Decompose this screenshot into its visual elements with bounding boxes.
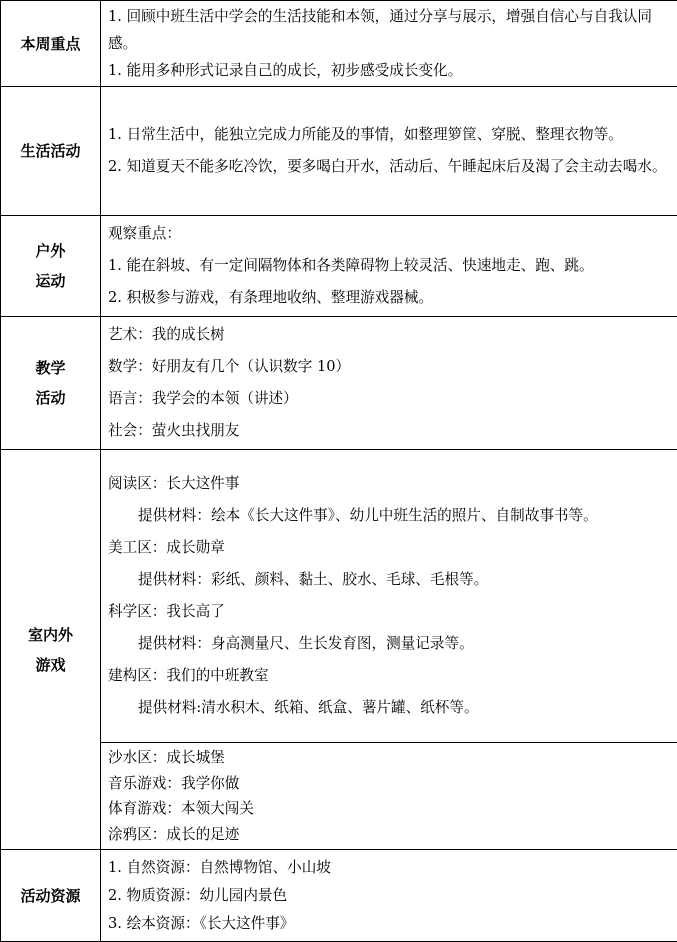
resources-content xyxy=(101,850,677,942)
teaching-activity-label-line1: 教学 xyxy=(1,353,100,383)
teaching-activity-label xyxy=(1,317,101,450)
teaching-activity-label-line2: 活动 xyxy=(1,383,100,413)
weekly-focus-content xyxy=(101,1,677,87)
outdoor-sport-label-line1: 户外 xyxy=(1,236,100,266)
weekly-focus-line: 1. 能用多种形式记录自己的成长，初步感受成长变化。 xyxy=(108,57,671,84)
weekly-focus-line: 1. 回顾中班生活中学会的生活技能和本领，通过分享与展示，增强自信心与自我认同感。 xyxy=(108,3,671,57)
resources-line: 3. 绘本资源：《长大这件事》 xyxy=(108,910,671,938)
resources-label: 活动资源 xyxy=(1,850,101,942)
row-games-other xyxy=(1,743,677,850)
row-outdoor-sport xyxy=(1,216,677,317)
row-resources xyxy=(1,850,677,942)
game-other-line: 音乐游戏：我学你做 xyxy=(108,771,671,797)
games-label-line2: 游戏 xyxy=(1,650,100,680)
game-other-line: 沙水区：成长城堡 xyxy=(108,745,671,771)
outdoor-sport-line: 2. 积极参与游戏，有条理地收纳、整理游戏器械。 xyxy=(108,282,671,314)
resources-line: 1. 自然资源：自然博物馆、小山坡 xyxy=(108,854,671,882)
life-activity-content xyxy=(101,87,677,216)
games-label xyxy=(1,450,101,850)
row-weekly-focus xyxy=(1,1,677,87)
row-life-activity xyxy=(1,87,677,216)
teaching-activity-content xyxy=(101,317,677,450)
life-activity-line: 2. 知道夏天不能多吃冷饮，要多喝白开水，活动后、午睡起床后及渴了会主动去喝水。 xyxy=(108,151,671,183)
row-teaching-activity xyxy=(1,317,677,450)
outdoor-sport-label-line2: 运动 xyxy=(1,266,100,296)
life-activity-line: 1. 日常生活中，能独立完成力所能及的事情，如整理箩筐、穿脱、整理衣物等。 xyxy=(108,119,671,151)
game-area-material: 提供材料：彩纸、颜料、黏土、胶水、毛球、毛根等。 xyxy=(108,564,671,596)
game-area-material: 提供材料：绘本《长大这件事》、幼儿中班生活的照片、自制故事书等。 xyxy=(108,500,671,532)
games-label-line1: 室内外 xyxy=(1,620,100,650)
game-area-title: 阅读区：长大这件事 xyxy=(108,468,671,500)
games-areas-content xyxy=(101,450,677,743)
teaching-activity-line: 社会：萤火虫找朋友 xyxy=(108,415,671,447)
teaching-activity-line: 艺术：我的成长树 xyxy=(108,319,671,351)
life-activity-label: 生活活动 xyxy=(1,87,101,216)
game-other-line: 体育游戏：本领大闯关 xyxy=(108,796,671,822)
teaching-activity-line: 数学：好朋友有几个（认识数字 10） xyxy=(108,351,671,383)
outdoor-sport-content xyxy=(101,216,677,317)
outdoor-sport-line: 1. 能在斜坡、有一定间隔物体和各类障碍物上较灵活、快速地走、跑、跳。 xyxy=(108,250,671,282)
game-area-title: 科学区：我长高了 xyxy=(108,596,671,628)
games-other-content xyxy=(101,743,677,850)
row-games-areas xyxy=(1,450,677,743)
teaching-activity-line: 语言：我学会的本领（讲述） xyxy=(108,383,671,415)
weekly-focus-label: 本周重点 xyxy=(1,1,101,87)
game-other-line: 涂鸦区：成长的足迹 xyxy=(108,822,671,848)
resources-line: 2. 物质资源：幼儿园内景色 xyxy=(108,882,671,910)
game-area-title: 美工区：成长勋章 xyxy=(108,532,671,564)
game-area-title: 建构区：我们的中班教室 xyxy=(108,660,671,692)
outdoor-sport-line: 观察重点： xyxy=(108,218,671,250)
outdoor-sport-label xyxy=(1,216,101,317)
game-area-material: 提供材料：身高测量尺、生长发育图，测量记录等。 xyxy=(108,628,671,660)
game-area-material: 提供材料:清水积木、纸箱、纸盒、薯片罐、纸杯等。 xyxy=(108,692,671,724)
